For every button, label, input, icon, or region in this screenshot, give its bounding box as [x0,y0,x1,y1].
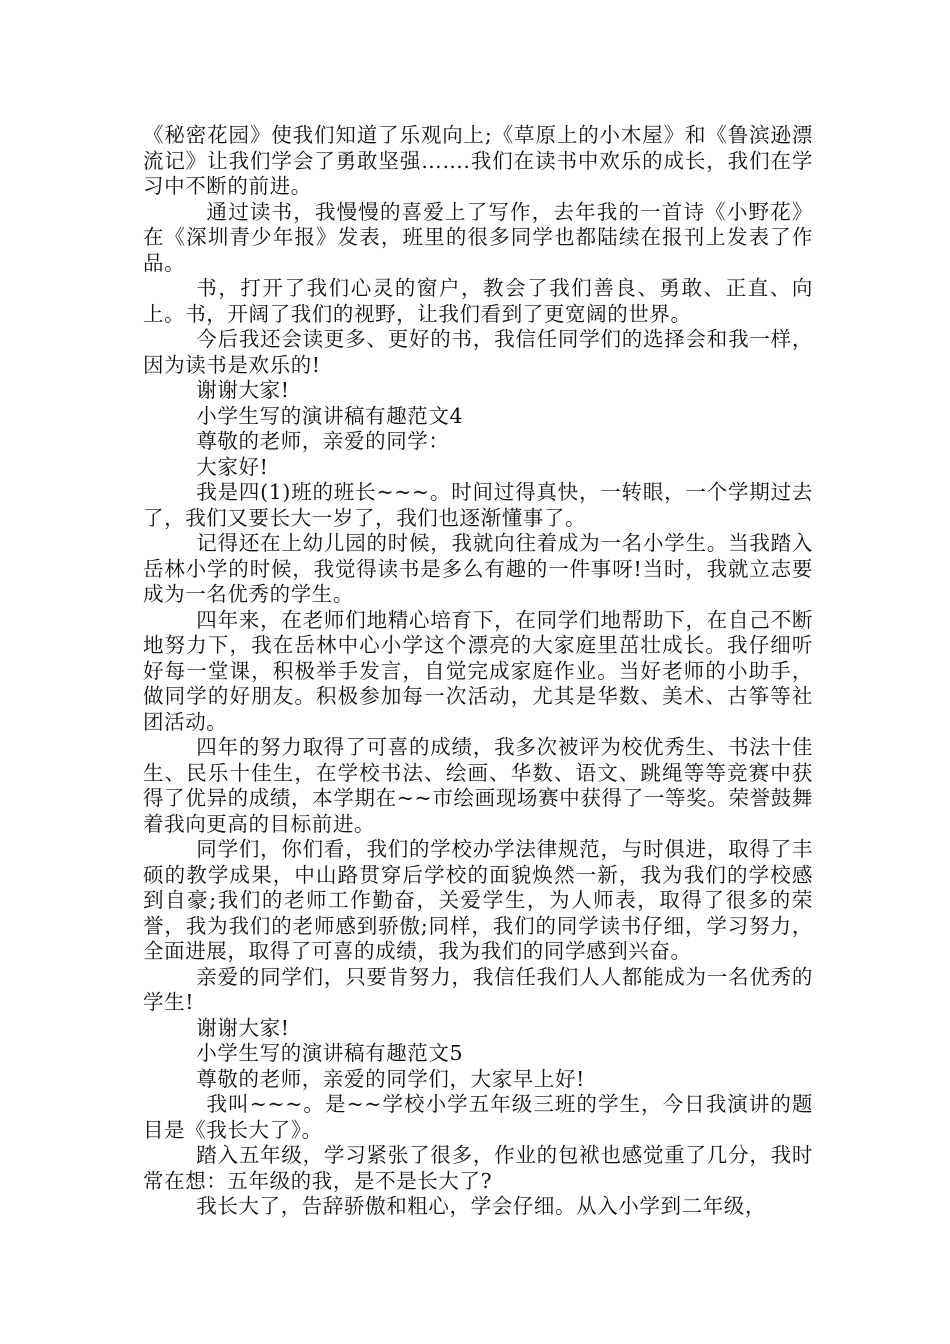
paragraph-8: 大家好! [196,454,269,479]
paragraph-9: 我是四(1)班的班长~~~。时间过得真快，一转眼，一个学期过去了，我们又要长大一岁了，我们也逐渐懂事了。 [143,480,813,530]
paragraph-12: 四年的努力取得了可喜的成绩，我多次被评为校优秀生、书法十佳生、民乐十佳生，在学校书法、绘画、华数、语文、跳绳等等竞赛中获得了优异的成绩，本学期在~~市绘画现场赛中获得了一等奖。荣誉鼓舞着我向更高的目标前进。 [143,735,813,836]
paragraph-4: 今后我还会读更多、更好的书，我信任同学们的选择会和我一样，因为读书是欢乐的! [143,327,813,377]
paragraph-11: 四年来，在老师们地精心培育下，在同学们地帮助下，在自己不断地努力下，我在岳林中心小学这个漂亮的大家庭里茁壮成长。我仔细听好每一堂课，积极举手发言，自觉完成家庭作业。当好老师的小助手，做同学的好朋友。积极参加每一次活动，尤其是华数、美术、古筝等社团活动。 [143,607,813,734]
paragraph-20: 我长大了，告辞骄傲和粗心，学会仔细。从入小学到二年级， [196,1194,766,1218]
paragraph-13: 同学们，你们看，我们的学校办学法律规范，与时俱进，取得了丰硕的教学成果，中山路贯穿后学校的面貌焕然一新，我为我们的学校感到自豪;我们的老师工作勤奋，关爱学生，为人师表，取得了很多的荣誉，我为我们的老师感到骄傲;同样，我们的同学读书仔细，学习努力，全面进展，取得了可喜的成绩，我为我们的同学感到兴奋。 [143,837,813,963]
paragraph-14: 亲爱的同学们，只要肯努力，我信任我们人人都能成为一名优秀的学生! [143,964,813,1014]
paragraph-18: 我叫~~~。是~~学校小学五年级三班的学生，今日我演讲的题目是《我长大了》。 [143,1092,813,1142]
paragraph-7: 尊敬的老师，亲爱的同学： [196,429,450,453]
paragraph-5: 谢谢大家! [196,378,290,402]
document-body [143,123,813,1220]
paragraph-2: 通过读书，我慢慢的喜爱上了写作，去年我的一首诗《小野花》在《深圳青少年报》发表，班里的很多同学也都陆续在报刊上发表了作品。 [143,199,813,275]
section-title-5: 小学生写的演讲稿有趣范文5 [196,1041,464,1065]
paragraph-10: 记得还在上幼儿园的时候，我就向往着成为一名小学生。当我踏入岳林小学的时候，我觉得读书是多么有趣的一件事呀!当时，我就立志要成为一名优秀的学生。 [143,531,813,606]
paragraph-3: 书，打开了我们心灵的窗户，教会了我们善良、勇敢、正直、向上。书，开阔了我们的视野，让我们看到了更宽阔的世界。 [143,276,813,326]
paragraph-15: 谢谢大家! [196,1015,290,1040]
paragraph-1: 《秘密花园》使我们知道了乐观向上;《草原上的小木屋》和《鲁滨逊漂流记》让我们学会了勇敢坚强…….我们在读书中欢乐的成长，我们在学习中不断的前进。 [143,123,813,198]
section-title-4: 小学生写的演讲稿有趣范文4 [196,403,464,428]
paragraph-17: 尊敬的老师，亲爱的同学们，大家早上好! [196,1066,585,1091]
paragraph-19: 踏入五年级，学习紧张了很多，作业的包袱也感觉重了几分，我时常在想：五年级的我，是不是长大了? [143,1143,813,1193]
